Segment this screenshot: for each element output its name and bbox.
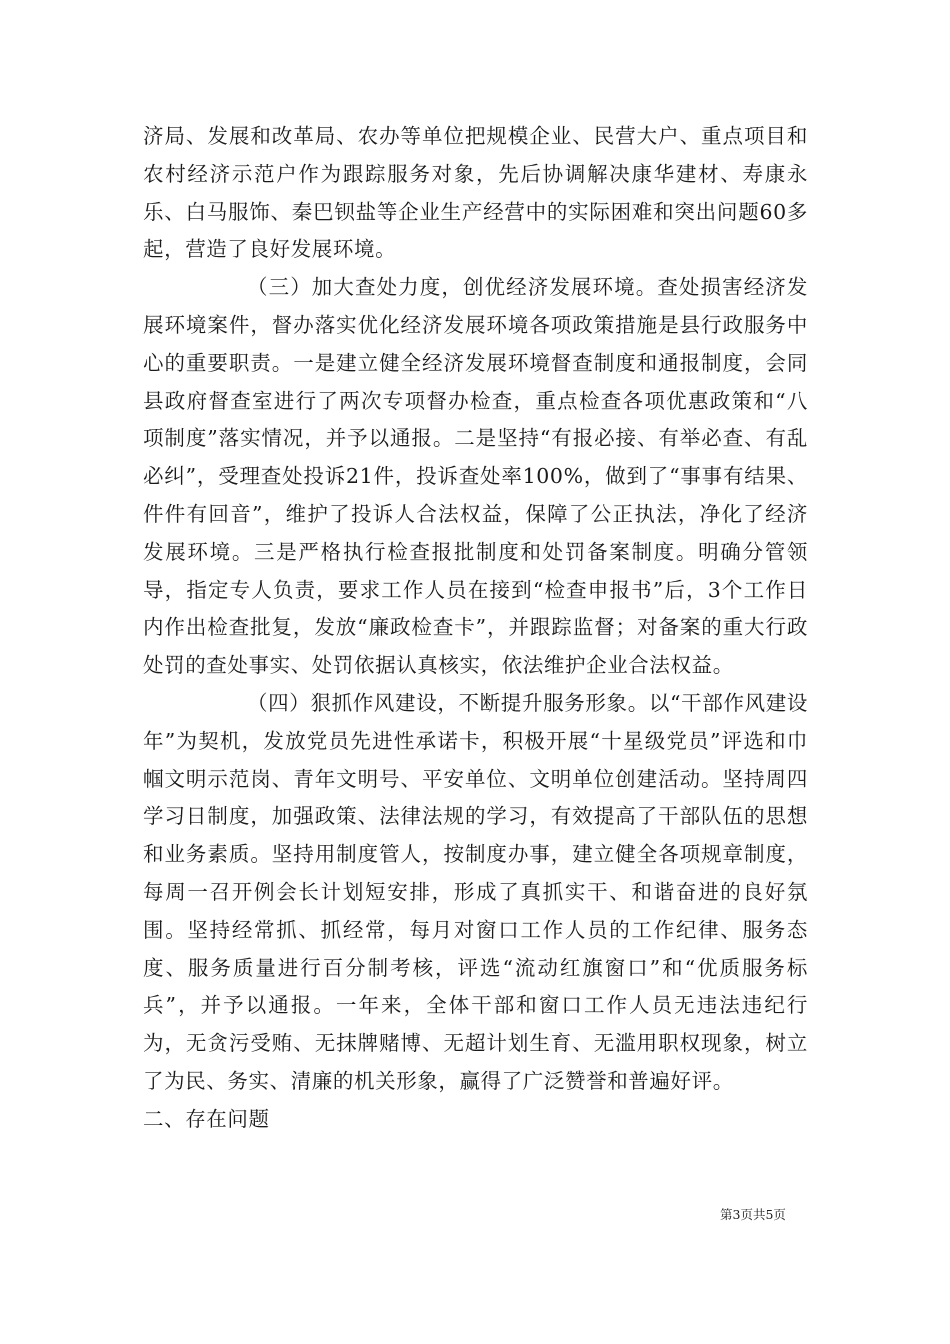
document-body	[143, 118, 808, 1139]
paragraph-section-3: （三）加大查处力度，创优经济发展环境。查处损害经济发展环境案件，督办落实优化经济发展环境各项政策措施是县行政服务中心的重要职责。一是建立健全经济发展环境督查制度和通报制度，会同县政府督查室进行了两次专项督办检查，重点检查各项优惠政策和“八项制度”落实情况，并予以通报。二是坚持“有报必接、有举必查、有乱必纠”，受理查处投诉21件，投诉查处率100%，做到了“事事有结果、件件有回音”，维护了投诉人合法权益，保障了公正执法，净化了经济发展环境。三是严格执行检查报批制度和处罚备案制度。明确分管领导，指定专人负责，要求工作人员在接到“检查申报书”后，3个工作日内作出检查批复，发放“廉政检查卡”，并跟踪监督；对备案的重大行政处罚的查处事实、处罚依据认真核实，依法维护企业合法权益。	[143, 275, 808, 678]
page-footer: 第3页共5页	[720, 1207, 786, 1222]
paragraph-continued: 济局、发展和改革局、农办等单位把规模企业、民营大户、重点项目和农村经济示范户作为跟踪服务对象，先后协调解决康华建材、寿康永乐、白马服饰、秦巴钡盐等企业生产经营中的实际困难和突出问题60多起，营造了良好发展环境。	[143, 124, 808, 262]
section-heading: 二、存在问题	[143, 1106, 270, 1131]
paragraph-section-4: （四）狠抓作风建设，不断提升服务形象。以“干部作风建设年”为契机，发放党员先进性承诺卡，积极开展“十星级党员”评选和巾帼文明示范岗、青年文明号、平安单位、文明单位创建活动。坚持周四学习日制度，加强政策、法律法规的学习，有效提高了干部队伍的思想和业务素质。坚持用制度管人，按制度办事，建立健全各项规章制度，每周一召开例会长计划短安排，形成了真抓实干、和谐奋进的良好氛围。坚持经常抓、抓经常，每月对窗口工作人员的工作纪律、服务态度、服务质量进行百分制考核，评选“流动红旗窗口”和“优质服务标兵”，并予以通报。一年来，全体干部和窗口工作人员无违法违纪行为，无贪污受贿、无抹牌赌博、无超计划生育、无滥用职权现象，树立了为民、务实、清廉的机关形象，赢得了广泛赞誉和普遍好评。	[143, 690, 808, 1093]
